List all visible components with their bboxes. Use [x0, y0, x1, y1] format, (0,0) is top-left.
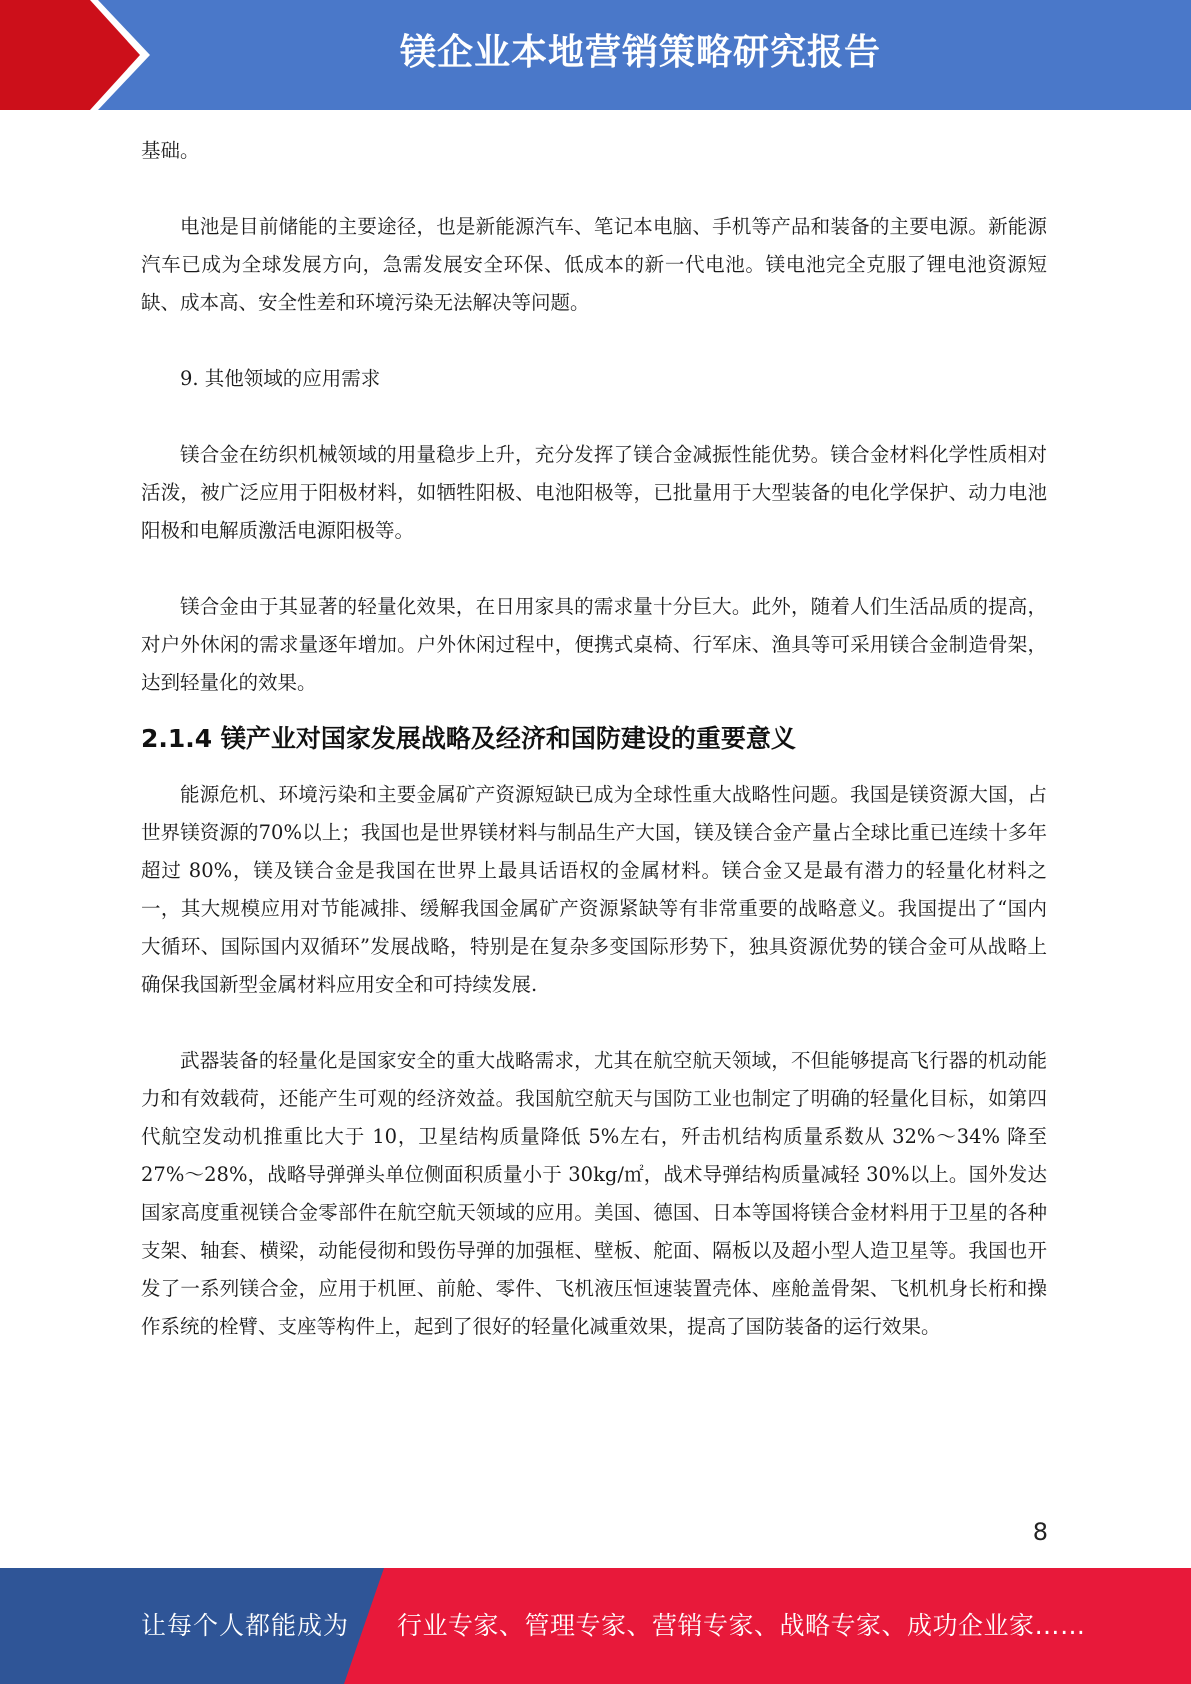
- header-arrow-icon: [0, 0, 150, 110]
- header-banner: [0, 0, 1191, 110]
- paragraph-gap: [141, 322, 1047, 360]
- paragraph-gap: [141, 1004, 1047, 1042]
- footer-slogan-left: 让每个人都能成为: [141, 1611, 350, 1640]
- footer-banner: [0, 1568, 1191, 1684]
- page-number: 8: [1032, 1518, 1048, 1546]
- paragraph-continuation: 基础。: [141, 139, 200, 162]
- paragraph-furniture: 镁合金由于其显著的轻量化效果，在日用家具的需求量十分巨大。此外，随着人们生活品质的提高，对户外休闲的需求量逐年增加。户外休闲过程中，便携式桌椅、行军床、渔具等可采用镁合金制造骨架，达到轻量化的效果。: [141, 595, 1047, 694]
- section-heading: 2.1.4 镁产业对国家发展战略及经济和国防建设的重要意义: [141, 724, 796, 753]
- paragraph-gap: [141, 550, 1047, 588]
- paragraph-gap: [141, 398, 1047, 436]
- paragraph-strategy: 能源危机、环境污染和主要金属矿产资源短缺已成为全球性重大战略性问题。我国是镁资源大国，占世界镁资源的70%以上；我国也是世界镁材料与制品生产大国，镁及镁合金产量占全球比重已连续十多年超过 80%，镁及镁合金是我国在世界上最具话语权的金属材料。镁合金又是最有潜力的轻量化材料之一，其大规模应用对节能减排、缓解我国金属矿产资源紧缺等有非常重要的战略意义。我国提出了“国内大循环、国际国内双循环”发展战略，特别是在复杂多变国际形势下，独具资源优势的镁合金可从战略上确保我国新型金属材料应用安全和可持续发展.: [141, 783, 1047, 996]
- paragraph-defense: 武器装备的轻量化是国家安全的重大战略需求，尤其在航空航天领域，不但能够提高飞行器的机动能力和有效载荷，还能产生可观的经济效益。我国航空航天与国防工业也制定了明确的轻量化目标，如第四代航空发动机推重比大于 10，卫星结构质量降低 5%左右，歼击机结构质量系数从 32%～34% 降至 27%～28%，战略导弹弹头单位侧面积质量小于 30kg/㎡，战术导弹结构质量减轻 30%以上。国外发达国家高度重视镁合金零部件在航空航天领域的应用。美国、德国、日本等国将镁合金材料用于卫星的各种支架、轴套、横梁，动能侵彻和毁伤导弹的加强框、壁板、舵面、隔板以及超小型人造卫星等。我国也开发了一系列镁合金，应用于机匣、前舱、零件、飞机液压恒速装置壳体、座舱盖骨架、飞机机身长桁和操作系统的栓臂、支座等构件上，起到了很好的轻量化减重效果，提高了国防装备的运行效果。: [141, 1049, 1047, 1338]
- report-title: 镁企业本地营销策略研究报告: [399, 32, 881, 73]
- footer-slogan-right: 行业专家、管理专家、营销专家、战略专家、成功企业家……: [397, 1611, 1086, 1640]
- paragraph-battery: 电池是目前储能的主要途径，也是新能源汽车、笔记本电脑、手机等产品和装备的主要电源。新能源汽车已成为全球发展方向，急需发展安全环保、低成本的新一代电池。镁电池完全克服了锂电池资源短缺、成本高、安全性差和环境污染无法解决等问题。: [141, 215, 1047, 314]
- paragraph-textile-anode: 镁合金在纺织机械领域的用量稳步上升，充分发挥了镁合金减振性能优势。镁合金材料化学性质相对活泼，被广泛应用于阳极材料，如牺牲阳极、电池阳极等，已批量用于大型装备的电化学保护、动力电池阳极和电解质激活电源阳极等。: [141, 443, 1047, 542]
- paragraph-gap: [141, 170, 1047, 208]
- subheading-other-applications: 9. 其他领域的应用需求: [180, 367, 381, 390]
- document-body: [141, 132, 1047, 1346]
